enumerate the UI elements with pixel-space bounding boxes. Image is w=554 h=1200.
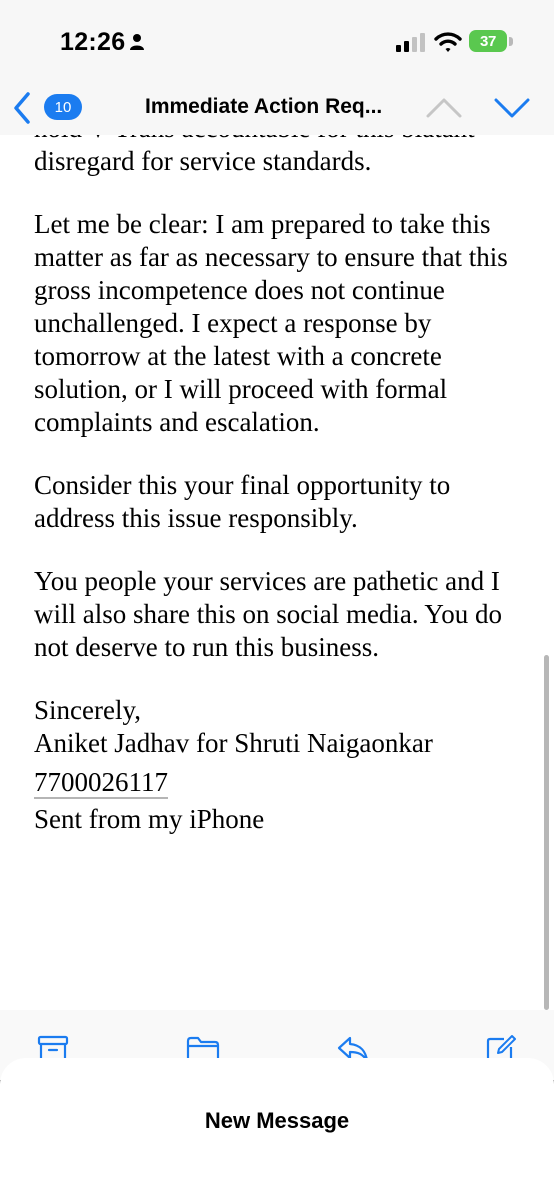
email-paragraph-4: You people your services are pathetic and I will also share this on social media. You do not deserve to run this business. xyxy=(34,566,502,662)
scrollbar[interactable] xyxy=(544,655,549,1010)
person-icon xyxy=(129,33,145,51)
back-chevron-icon[interactable] xyxy=(8,90,36,126)
cellular-signal-icon xyxy=(396,32,428,52)
unread-count-badge[interactable]: 10 xyxy=(44,94,82,120)
header xyxy=(0,0,554,135)
next-message-chevron-down-icon[interactable] xyxy=(492,94,532,120)
email-signoff: Sincerely, xyxy=(34,695,141,725)
navigation-bar xyxy=(0,82,554,134)
email-sender: Aniket Jadhav for Shruti Naigaonkar xyxy=(34,728,433,758)
battery-indicator xyxy=(469,30,515,54)
email-paragraph-2: Let me be clear: I am prepared to take this matter as far as necessary to ensure that this gross incompetence does not continue unchallenged. I expect a response by tomorrow at the latest with a concrete solution, or I will proceed with formal complaints and escalation. xyxy=(34,209,508,437)
wifi-icon xyxy=(434,31,462,53)
email-subject-title: Immediate Action Req... xyxy=(145,95,383,118)
email-body xyxy=(34,112,534,836)
email-footer: Sent from my iPhone xyxy=(34,804,265,834)
status-time: 12:26 xyxy=(60,28,126,56)
email-paragraph-3: Consider this your final opportunity to address this issue responsibly. xyxy=(34,470,451,533)
battery-tip xyxy=(509,37,513,46)
status-bar xyxy=(0,0,554,80)
email-paragraph-1: disregard for service standards. xyxy=(34,146,372,176)
new-message-title[interactable]: New Message xyxy=(204,1108,350,1133)
previous-message-chevron-up-icon[interactable] xyxy=(424,94,464,120)
phone-link[interactable]: 7700026117 xyxy=(34,767,168,797)
battery-level: 37 xyxy=(469,30,507,52)
